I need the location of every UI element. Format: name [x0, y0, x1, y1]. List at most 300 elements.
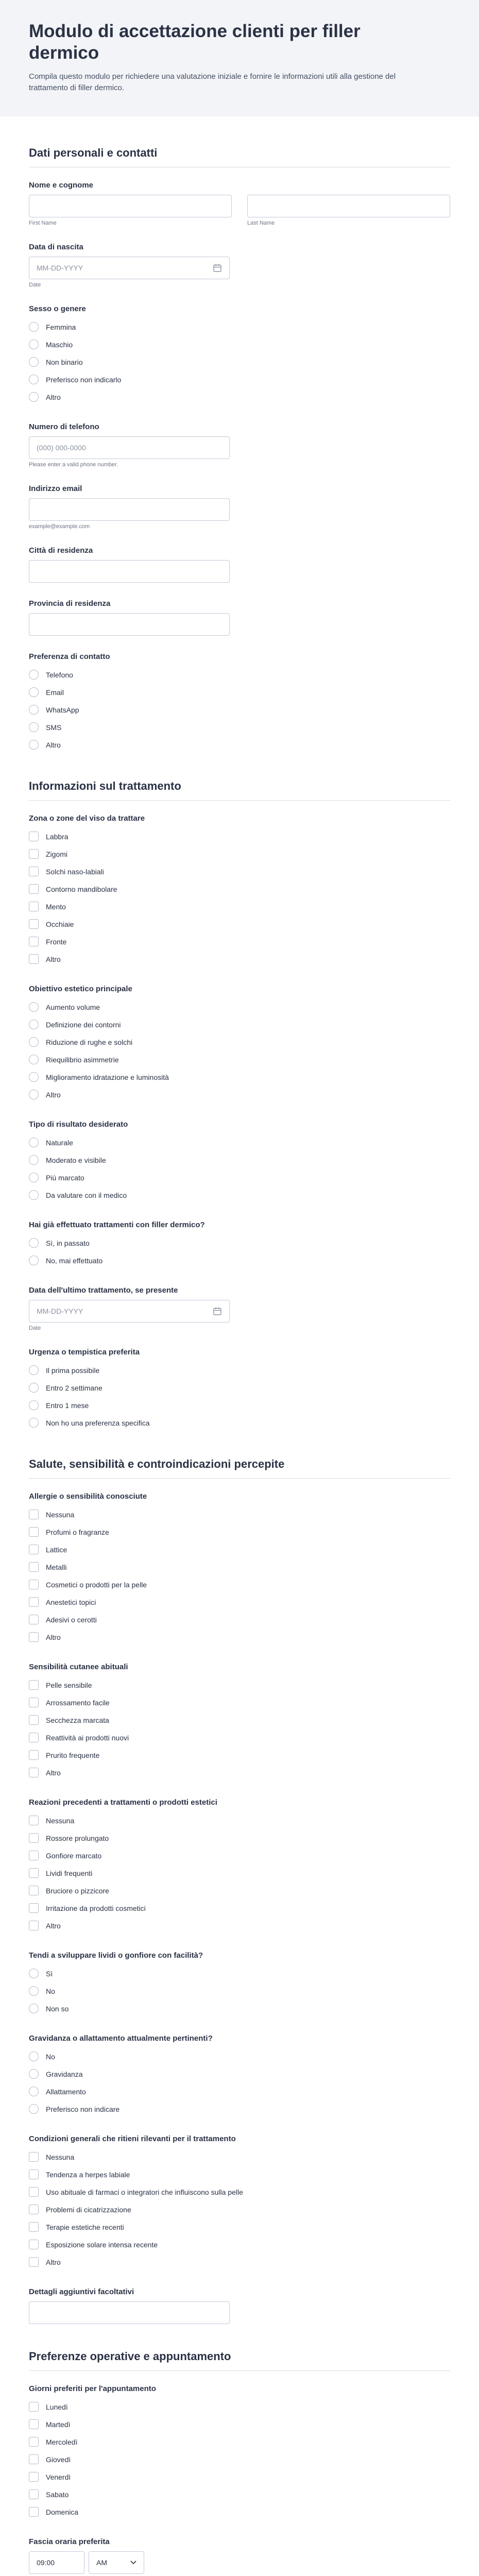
- skin-sensitivity-option-label: Reattività ai prodotti nuovi: [46, 1733, 129, 1742]
- urgency-options: [29, 1362, 450, 1432]
- last-name-input[interactable]: [247, 195, 450, 217]
- days-checkbox[interactable]: [29, 2472, 39, 2482]
- prev-treatment-radio[interactable]: [29, 1238, 39, 1248]
- urgency-option-label: Il prima possibile: [46, 1366, 100, 1375]
- pregnancy-radio[interactable]: [29, 2087, 39, 2096]
- days-options: [29, 2398, 450, 2521]
- zones-checkbox[interactable]: [29, 884, 39, 894]
- pregnancy-option[interactable]: [29, 2048, 450, 2065]
- days-checkbox[interactable]: [29, 2489, 39, 2499]
- calendar-icon[interactable]: [213, 263, 222, 273]
- contact-pref-option[interactable]: [29, 719, 450, 736]
- details-field: [29, 2287, 450, 2324]
- conditions-option-label: Nessuna: [46, 2153, 75, 2161]
- birth-date-placeholder: MM-DD-YYYY: [37, 263, 83, 272]
- allergies-checkbox[interactable]: [29, 1615, 39, 1624]
- urgency-radio[interactable]: [29, 1418, 39, 1428]
- result-option[interactable]: [29, 1151, 450, 1169]
- reactions-checkbox[interactable]: [29, 1903, 39, 1913]
- conditions-option-label: Esposizione solare intensa recente: [46, 2240, 158, 2249]
- sex-radio[interactable]: [29, 340, 39, 349]
- skin-sensitivity-checkbox[interactable]: [29, 1768, 39, 1777]
- sex-option[interactable]: [29, 388, 450, 406]
- bruising-field: [29, 1951, 450, 2018]
- contact-pref-option-label: Altro: [46, 740, 61, 749]
- contact-pref-option[interactable]: [29, 666, 450, 684]
- birth-date-label: Data di nascita: [29, 242, 83, 251]
- zones-option-label: Solchi naso-labiali: [46, 867, 104, 876]
- result-option-label: Da valutare con il medico: [46, 1191, 127, 1199]
- reactions-option-label: Bruciore o pizzicore: [46, 1886, 109, 1895]
- section-health-title: Salute, sensibilità e controindicazioni percepite: [29, 1450, 450, 1479]
- reactions-checkbox[interactable]: [29, 1833, 39, 1843]
- conditions-option-label: Altro: [46, 2258, 61, 2266]
- reactions-option[interactable]: [29, 1812, 450, 1829]
- form-title: Modulo di accettazione clienti per filler dermico: [29, 21, 361, 63]
- allergies-checkbox[interactable]: [29, 1632, 39, 1642]
- skin-sensitivity-options: [29, 1676, 450, 1782]
- first-name-sublabel: First Name: [29, 219, 57, 226]
- urgency-option[interactable]: [29, 1362, 450, 1379]
- sex-radio[interactable]: [29, 357, 39, 367]
- allergies-checkbox[interactable]: [29, 1562, 39, 1572]
- city-input[interactable]: [29, 560, 230, 583]
- reactions-option-label: Nessuna: [46, 1816, 75, 1825]
- days-option-label: Lunedì: [46, 2402, 68, 2411]
- conditions-option[interactable]: [29, 2218, 450, 2236]
- result-radio[interactable]: [29, 1190, 39, 1200]
- result-field: [29, 1120, 450, 1204]
- skin-sensitivity-field: [29, 1663, 450, 1782]
- form-header: [0, 0, 479, 116]
- days-option[interactable]: [29, 2486, 450, 2503]
- city-field: [29, 546, 450, 583]
- reactions-options: [29, 1812, 450, 1935]
- allergies-option[interactable]: [29, 1594, 450, 1611]
- prev-treatment-option-label: No, mai effettuato: [46, 1256, 103, 1265]
- pregnancy-option[interactable]: [29, 2100, 450, 2118]
- contact-pref-radio[interactable]: [29, 740, 39, 750]
- skin-sensitivity-option-label: Pelle sensibile: [46, 1681, 92, 1689]
- zones-checkbox[interactable]: [29, 919, 39, 929]
- goal-option-label: Definizione dei contorni: [46, 1020, 121, 1029]
- reactions-option-label: Rossore prolungato: [46, 1834, 109, 1842]
- zones-option-label: Contorno mandibolare: [46, 885, 117, 893]
- conditions-option[interactable]: [29, 2148, 450, 2166]
- conditions-checkbox[interactable]: [29, 2257, 39, 2267]
- conditions-option-label: Terapie estetiche recenti: [46, 2223, 124, 2231]
- form-description: Compila questo modulo per richiedere una valutazione iniziale e fornire le informazioni utili alla gestione del trattamento di filler dermico.: [29, 72, 396, 92]
- pregnancy-radio[interactable]: [29, 2104, 39, 2114]
- ampm-select[interactable]: [89, 2551, 144, 2574]
- sex-field: [29, 304, 450, 406]
- conditions-checkbox[interactable]: [29, 2170, 39, 2179]
- conditions-checkbox[interactable]: [29, 2152, 39, 2162]
- contact-pref-option[interactable]: [29, 684, 450, 701]
- zones-checkbox[interactable]: [29, 832, 39, 841]
- zones-field: [29, 814, 450, 968]
- province-field: [29, 599, 450, 636]
- sex-option-label: Altro: [46, 393, 61, 401]
- conditions-option[interactable]: [29, 2201, 450, 2218]
- prev-treatment-field: [29, 1221, 450, 1269]
- chevron-down-icon: [130, 2561, 136, 2565]
- reactions-option[interactable]: [29, 1882, 450, 1900]
- skin-sensitivity-option[interactable]: [29, 1747, 450, 1764]
- goal-option[interactable]: [29, 1033, 450, 1051]
- pregnancy-options: [29, 2048, 450, 2118]
- days-label: Giorni preferiti per l'appuntamento: [29, 2384, 156, 2393]
- allergies-option[interactable]: [29, 1629, 450, 1646]
- last-treatment-date-input[interactable]: [29, 1300, 230, 1323]
- contact-pref-radio[interactable]: [29, 722, 39, 732]
- zones-option-label: Occhiaie: [46, 920, 74, 928]
- bruising-option-label: Non so: [46, 2004, 69, 2013]
- sex-option-label: Preferisco non indicarlo: [46, 375, 122, 384]
- bruising-options: [29, 1965, 450, 2018]
- allergies-checkbox[interactable]: [29, 1510, 39, 1519]
- prev-treatment-radio[interactable]: [29, 1256, 39, 1265]
- bruising-option[interactable]: [29, 1965, 450, 1982]
- sex-option-label: Maschio: [46, 340, 73, 349]
- skin-sensitivity-option[interactable]: [29, 1764, 450, 1782]
- days-option-label: Mercoledì: [46, 2437, 78, 2446]
- bruising-radio[interactable]: [29, 1969, 39, 1978]
- skin-sensitivity-label: Sensibilità cutanee abituali: [29, 1662, 128, 1671]
- result-option[interactable]: [29, 1187, 450, 1204]
- sex-option[interactable]: [29, 353, 450, 371]
- days-option-label: Domenica: [46, 2507, 79, 2516]
- reactions-option[interactable]: [29, 1847, 450, 1865]
- zones-option-label: Labbra: [46, 832, 69, 841]
- allergies-field: [29, 1492, 450, 1646]
- phone-sublabel: Please enter a valid phone number.: [29, 461, 118, 468]
- bruising-option[interactable]: [29, 1982, 450, 2000]
- reactions-checkbox[interactable]: [29, 1868, 39, 1878]
- sex-label: Sesso o genere: [29, 304, 86, 313]
- section-treatment-title: Informazioni sul trattamento: [29, 772, 450, 801]
- last-treatment-date-field: [29, 1286, 450, 1331]
- last-treatment-date-placeholder: MM-DD-YYYY: [37, 1307, 83, 1315]
- ampm-value: AM: [96, 2558, 107, 2567]
- allergies-checkbox[interactable]: [29, 1545, 39, 1554]
- skin-sensitivity-option-label: Altro: [46, 1768, 61, 1777]
- reactions-option-label: Altro: [46, 1921, 61, 1930]
- reactions-option-label: Gonfiore marcato: [46, 1851, 102, 1860]
- days-option-label: Giovedì: [46, 2455, 71, 2464]
- bruising-option[interactable]: [29, 2000, 450, 2018]
- goal-option[interactable]: [29, 1051, 450, 1069]
- goal-radio[interactable]: [29, 1090, 39, 1099]
- reactions-option[interactable]: [29, 1900, 450, 1917]
- allergies-option-label: Cosmetici o prodotti per la pelle: [46, 1580, 147, 1589]
- reactions-option[interactable]: [29, 1917, 450, 1935]
- urgency-radio[interactable]: [29, 1400, 39, 1410]
- skin-sensitivity-option[interactable]: [29, 1711, 450, 1729]
- name-label: Nome e cognome: [29, 180, 94, 190]
- contact-pref-option-label: Email: [46, 688, 64, 697]
- conditions-field: [29, 2134, 450, 2271]
- days-checkbox[interactable]: [29, 2402, 39, 2412]
- sex-radio[interactable]: [29, 392, 39, 402]
- zones-label: Zona o zone del viso da trattare: [29, 814, 145, 823]
- goal-option-label: Altro: [46, 1090, 61, 1099]
- conditions-option[interactable]: [29, 2166, 450, 2183]
- allergies-option[interactable]: [29, 1541, 450, 1558]
- result-radio[interactable]: [29, 1155, 39, 1165]
- time-value: 09:00: [37, 2558, 55, 2567]
- reactions-checkbox[interactable]: [29, 1816, 39, 1825]
- days-option[interactable]: [29, 2433, 450, 2451]
- conditions-checkbox[interactable]: [29, 2205, 39, 2214]
- result-option-label: Naturale: [46, 1138, 73, 1147]
- goal-option-label: Riequilibrio asimmetrie: [46, 1055, 119, 1064]
- phone-input[interactable]: [29, 436, 230, 459]
- goal-radio[interactable]: [29, 1037, 39, 1047]
- zones-option-label: Fronte: [46, 937, 67, 946]
- form-content: [0, 116, 479, 2576]
- urgency-radio[interactable]: [29, 1365, 39, 1375]
- conditions-option[interactable]: [29, 2183, 450, 2201]
- skin-sensitivity-checkbox[interactable]: [29, 1698, 39, 1707]
- reactions-option[interactable]: [29, 1829, 450, 1847]
- goal-radio[interactable]: [29, 1055, 39, 1064]
- sex-option-label: Femmina: [46, 323, 76, 331]
- prev-treatment-label: Hai già effettuato trattamenti con filler dermico?: [29, 1220, 205, 1229]
- allergies-option-label: Altro: [46, 1633, 61, 1641]
- allergies-option-label: Profumi o fragranze: [46, 1528, 109, 1536]
- zones-option[interactable]: [29, 863, 450, 880]
- conditions-option[interactable]: [29, 2253, 450, 2271]
- pregnancy-label: Gravidanza o allattamento attualmente pertinenti?: [29, 2033, 213, 2043]
- sex-option[interactable]: [29, 371, 450, 388]
- phone-field: [29, 422, 450, 468]
- contact-pref-option-label: Telefono: [46, 670, 73, 679]
- pregnancy-option-label: Gravidanza: [46, 2070, 83, 2078]
- reactions-option[interactable]: [29, 1865, 450, 1882]
- pregnancy-radio[interactable]: [29, 2069, 39, 2079]
- bruising-option-label: No: [46, 1987, 55, 1995]
- skin-sensitivity-checkbox[interactable]: [29, 1750, 39, 1760]
- urgency-option-label: Entro 1 mese: [46, 1401, 89, 1410]
- allergies-checkbox[interactable]: [29, 1580, 39, 1589]
- days-option[interactable]: [29, 2416, 450, 2433]
- sex-option[interactable]: [29, 336, 450, 353]
- province-label: Provincia di residenza: [29, 599, 111, 608]
- province-input[interactable]: [29, 613, 230, 636]
- prev-treatment-option-label: Sì, in passato: [46, 1239, 90, 1247]
- skin-sensitivity-option-label: Arrossamento facile: [46, 1698, 110, 1707]
- zones-option-label: Altro: [46, 955, 61, 963]
- contact-pref-options: [29, 666, 450, 754]
- sex-option[interactable]: [29, 318, 450, 336]
- skin-sensitivity-option-label: Prurito frequente: [46, 1751, 100, 1759]
- zones-option[interactable]: [29, 951, 450, 968]
- zones-checkbox[interactable]: [29, 867, 39, 876]
- zones-checkbox[interactable]: [29, 849, 39, 859]
- goal-option[interactable]: [29, 998, 450, 1016]
- prev-treatment-options: [29, 1234, 450, 1269]
- zones-checkbox[interactable]: [29, 954, 39, 964]
- allergies-options: [29, 1506, 450, 1646]
- email-sublabel: example@example.com: [29, 523, 90, 530]
- allergies-option[interactable]: [29, 1576, 450, 1594]
- days-option[interactable]: [29, 2398, 450, 2416]
- reactions-label: Reazioni precedenti a trattamenti o prodotti estetici: [29, 1798, 217, 1807]
- allergies-option[interactable]: [29, 1506, 450, 1523]
- days-option[interactable]: [29, 2451, 450, 2468]
- pregnancy-option-label: No: [46, 2052, 55, 2061]
- prev-treatment-option[interactable]: [29, 1234, 450, 1252]
- allergies-option[interactable]: [29, 1558, 450, 1576]
- goal-option[interactable]: [29, 1069, 450, 1086]
- time-field: [29, 2537, 450, 2576]
- first-name-input[interactable]: [29, 195, 232, 217]
- zones-option[interactable]: [29, 916, 450, 933]
- reactions-option-label: Irritazione da prodotti cosmetici: [46, 1904, 146, 1912]
- zones-option[interactable]: [29, 845, 450, 863]
- urgency-radio[interactable]: [29, 1383, 39, 1393]
- contact-pref-option[interactable]: [29, 736, 450, 754]
- last-treatment-date-label: Data dell'ultimo trattamento, se presente: [29, 1285, 178, 1295]
- goal-radio[interactable]: [29, 1020, 39, 1029]
- urgency-option-label: Non ho una preferenza specifica: [46, 1418, 150, 1427]
- zones-option-label: Zigomi: [46, 850, 68, 858]
- skin-sensitivity-option[interactable]: [29, 1676, 450, 1694]
- days-field: [29, 2384, 450, 2521]
- urgency-option[interactable]: [29, 1414, 450, 1432]
- conditions-checkbox[interactable]: [29, 2222, 39, 2232]
- prev-treatment-option[interactable]: [29, 1252, 450, 1269]
- pregnancy-option[interactable]: [29, 2065, 450, 2083]
- contact-pref-radio[interactable]: [29, 670, 39, 680]
- skin-sensitivity-option-label: Secchezza marcata: [46, 1716, 109, 1724]
- pregnancy-radio[interactable]: [29, 2052, 39, 2061]
- result-option[interactable]: [29, 1134, 450, 1151]
- allergies-option-label: Nessuna: [46, 1510, 75, 1519]
- phone-placeholder: (000) 000-0000: [37, 443, 86, 452]
- calendar-icon[interactable]: [213, 1307, 222, 1316]
- details-input[interactable]: [29, 2301, 230, 2324]
- reactions-checkbox[interactable]: [29, 1886, 39, 1895]
- days-option[interactable]: [29, 2468, 450, 2486]
- goal-option-label: Miglioramento idratazione e luminosità: [46, 1073, 169, 1081]
- time-label: Fascia oraria preferita: [29, 2537, 110, 2546]
- result-radio[interactable]: [29, 1138, 39, 1147]
- allergies-checkbox[interactable]: [29, 1527, 39, 1537]
- skin-sensitivity-option[interactable]: [29, 1729, 450, 1747]
- bruising-radio[interactable]: [29, 1986, 39, 1996]
- zones-checkbox[interactable]: [29, 902, 39, 911]
- result-option[interactable]: [29, 1169, 450, 1187]
- email-label: Indirizzo email: [29, 484, 82, 493]
- goal-option[interactable]: [29, 1086, 450, 1104]
- conditions-checkbox[interactable]: [29, 2187, 39, 2197]
- sex-option-label: Non binario: [46, 358, 83, 366]
- result-option-label: Più marcato: [46, 1173, 84, 1182]
- conditions-label: Condizioni generali che ritieni rilevanti per il trattamento: [29, 2134, 236, 2143]
- time-input[interactable]: [29, 2551, 84, 2574]
- urgency-option[interactable]: [29, 1397, 450, 1414]
- conditions-option-label: Problemi di cicatrizzazione: [46, 2205, 131, 2214]
- bruising-radio[interactable]: [29, 2004, 39, 2013]
- email-field: [29, 484, 450, 530]
- contact-pref-option-label: WhatsApp: [46, 705, 79, 714]
- email-input[interactable]: [29, 498, 230, 521]
- reactions-checkbox[interactable]: [29, 1851, 39, 1860]
- allergies-checkbox[interactable]: [29, 1597, 39, 1607]
- zones-option[interactable]: [29, 933, 450, 951]
- skin-sensitivity-checkbox[interactable]: [29, 1715, 39, 1725]
- zones-checkbox[interactable]: [29, 937, 39, 946]
- result-label: Tipo di risultato desiderato: [29, 1120, 128, 1129]
- pregnancy-field: [29, 2034, 450, 2118]
- days-checkbox[interactable]: [29, 2419, 39, 2429]
- reactions-field: [29, 1798, 450, 1935]
- days-option-label: Venerdì: [46, 2472, 71, 2481]
- zones-option[interactable]: [29, 898, 450, 916]
- goal-radio[interactable]: [29, 1072, 39, 1082]
- urgency-option-label: Entro 2 settimane: [46, 1383, 102, 1392]
- conditions-checkbox[interactable]: [29, 2240, 39, 2249]
- goal-radio[interactable]: [29, 1002, 39, 1012]
- city-label: Città di residenza: [29, 546, 93, 555]
- contact-pref-option[interactable]: [29, 701, 450, 719]
- zones-option[interactable]: [29, 828, 450, 845]
- urgency-option[interactable]: [29, 1379, 450, 1397]
- name-field: [29, 181, 450, 226]
- goal-option[interactable]: [29, 1016, 450, 1033]
- goal-options: [29, 998, 450, 1104]
- pregnancy-option-label: Preferisco non indicare: [46, 2105, 120, 2113]
- zones-option[interactable]: [29, 880, 450, 898]
- skin-sensitivity-checkbox[interactable]: [29, 1680, 39, 1690]
- allergies-label: Allergie o sensibilità conosciute: [29, 1492, 147, 1501]
- sex-radio[interactable]: [29, 322, 39, 332]
- days-checkbox[interactable]: [29, 2437, 39, 2447]
- zones-option-label: Mento: [46, 902, 66, 911]
- conditions-option[interactable]: [29, 2236, 450, 2253]
- contact-pref-radio[interactable]: [29, 705, 39, 715]
- days-checkbox[interactable]: [29, 2454, 39, 2464]
- skin-sensitivity-option[interactable]: [29, 1694, 450, 1711]
- birth-date-input[interactable]: [29, 257, 230, 279]
- skin-sensitivity-checkbox[interactable]: [29, 1733, 39, 1742]
- allergies-option[interactable]: [29, 1523, 450, 1541]
- sex-options: [29, 318, 450, 406]
- days-checkbox[interactable]: [29, 2507, 39, 2517]
- sex-radio[interactable]: [29, 375, 39, 384]
- goal-field: [29, 985, 450, 1104]
- result-options: [29, 1134, 450, 1204]
- pregnancy-option-label: Allattamento: [46, 2087, 86, 2096]
- allergies-option-label: Lattice: [46, 1545, 67, 1554]
- bruising-option-label: Sì: [46, 1969, 53, 1978]
- days-option-label: Sabato: [46, 2490, 69, 2499]
- result-radio[interactable]: [29, 1173, 39, 1182]
- urgency-label: Urgenza o tempistica preferita: [29, 1347, 140, 1357]
- details-label: Dettagli aggiuntivi facoltativi: [29, 2287, 134, 2296]
- allergies-option-label: Metalli: [46, 1563, 67, 1571]
- goal-label: Obiettivo estetico principale: [29, 984, 132, 993]
- days-option[interactable]: [29, 2503, 450, 2521]
- pregnancy-option[interactable]: [29, 2083, 450, 2100]
- allergies-option[interactable]: [29, 1611, 450, 1629]
- contact-pref-radio[interactable]: [29, 687, 39, 697]
- reactions-checkbox[interactable]: [29, 1921, 39, 1930]
- conditions-option-label: Tendenza a herpes labiale: [46, 2170, 130, 2179]
- birth-date-field: [29, 243, 450, 288]
